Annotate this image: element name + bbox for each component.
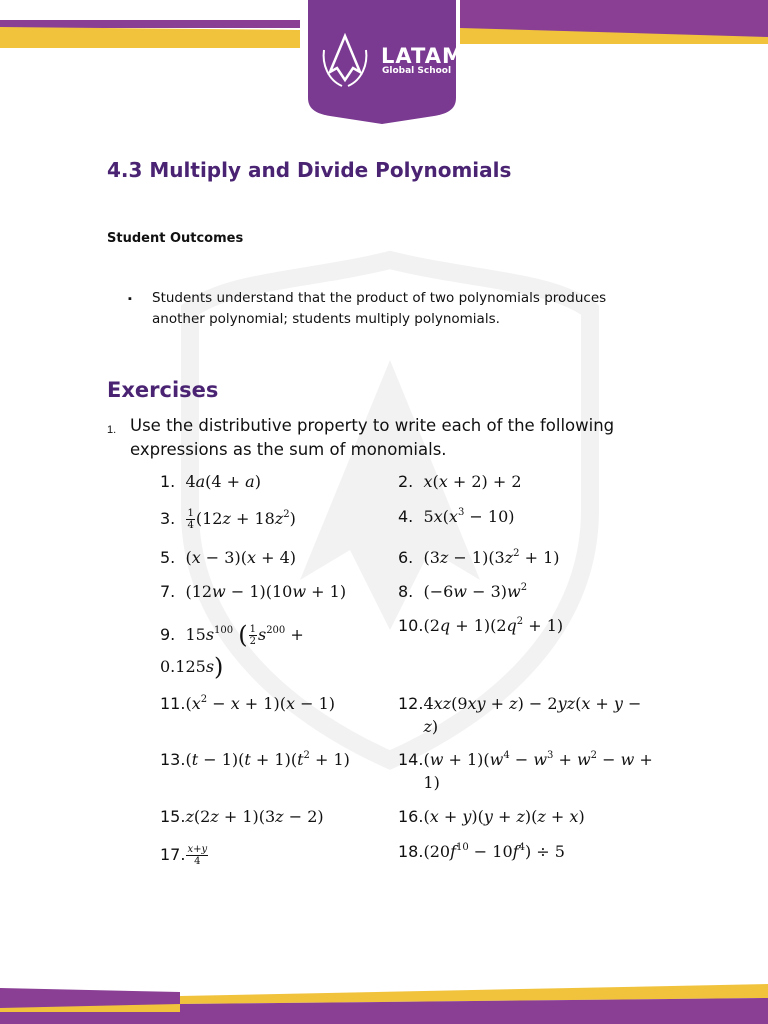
item-number: 12. <box>398 694 424 713</box>
item-number: 1. <box>160 472 176 491</box>
item-expression: 4a(4 + a) <box>180 472 261 491</box>
item-expression: x(x + 2) + 2 <box>423 472 522 491</box>
exercise-item <box>398 580 653 603</box>
item-number: 9. <box>160 625 176 644</box>
item-expression: $(3z - 1)(3z^2 + 1)$ <box>418 548 560 567</box>
exercise-item <box>160 805 375 828</box>
brand-subtitle: Global School <box>382 66 452 76</box>
item-number: 11. <box>160 694 186 713</box>
item-expression: $15s^{100}$ ( $\frac{1}{2}$ $s^{200}$ + 0.125s) <box>160 621 304 681</box>
item-expression: $(x^2 - x + 1)(x - 1)$ <box>185 694 335 713</box>
exercise-item <box>160 619 375 683</box>
exercise-item <box>398 505 653 528</box>
exercise-item <box>398 470 653 493</box>
item-number: 15. <box>160 807 186 826</box>
bullet-icon: ▪ <box>128 293 132 305</box>
item-expression: $(t - 1)(t + 1)(t^2 + 1)$ <box>185 750 350 769</box>
item-expression: $\frac{x+y}{4}$ <box>187 844 208 867</box>
item-number: 8. <box>398 582 414 601</box>
item-expression: (12w − 1)(10w + 1) <box>180 582 347 601</box>
item-number: 2. <box>398 472 414 491</box>
footer-banner <box>0 978 768 1024</box>
item-expression: $(-6w - 3)w^2$ <box>418 582 528 601</box>
exercise-item <box>398 692 653 738</box>
exercise-item <box>160 580 375 603</box>
exercise-item <box>160 692 375 715</box>
item-number: 4. <box>398 507 414 526</box>
question-text: Use the distributive property to write each of the following expressions as the sum of monomials. <box>130 416 615 459</box>
exercise-item <box>160 843 375 867</box>
item-number: 6. <box>398 548 414 567</box>
outcome-text: Students understand that the product of two polynomials produces another polynomial; students multiply polynomials. <box>152 290 607 327</box>
item-expression: $(2q + 1)(2q^2 + 1)$ <box>423 616 564 635</box>
brand-name: LATAM <box>381 44 464 68</box>
item-number: 14. <box>398 750 424 769</box>
item-expression: (x − 3)(x + 4) <box>180 548 296 567</box>
item-number: 18. <box>398 842 424 861</box>
page-title: 4.3 Multiply and Divide Polynomials <box>107 158 512 182</box>
item-number: 10. <box>398 616 424 635</box>
item-number: 7. <box>160 582 176 601</box>
item-number: 5. <box>160 548 176 567</box>
exercise-item <box>398 840 653 863</box>
item-expression: z(2z + 1)(3z − 2) <box>185 807 324 826</box>
outcomes-heading: Student Outcomes <box>107 231 244 246</box>
item-expression: $5x(x^3 - 10)$ <box>418 507 515 526</box>
exercise-item <box>160 546 375 569</box>
exercise-item <box>160 507 375 531</box>
exercise-item <box>398 546 653 569</box>
item-number: 3. <box>160 509 176 528</box>
item-expression: $(20f^{10} - 10f^4) \div 5$ <box>423 842 565 861</box>
item-number: 13. <box>160 750 186 769</box>
exercise-item <box>160 748 375 771</box>
item-number: 17. <box>160 845 186 864</box>
item-expression: 4xz(9xy + z) − 2yz(x + y − z) <box>423 694 642 736</box>
exercise-item <box>160 470 375 493</box>
exercise-item <box>398 805 653 828</box>
question-number: 1. <box>107 424 117 436</box>
item-expression: $\frac{1}{4}$ $(12z + 18z^2)$ <box>187 508 296 531</box>
item-expression: (x + y)(y + z)(z + x) <box>423 807 585 826</box>
item-number: 16. <box>398 807 424 826</box>
exercises-heading: Exercises <box>107 378 219 402</box>
exercise-item <box>398 748 653 794</box>
exercise-item <box>398 614 653 637</box>
item-expression: $(w + 1)(w^4 - w^3 + w^2 - w$ + 1) <box>398 750 653 792</box>
